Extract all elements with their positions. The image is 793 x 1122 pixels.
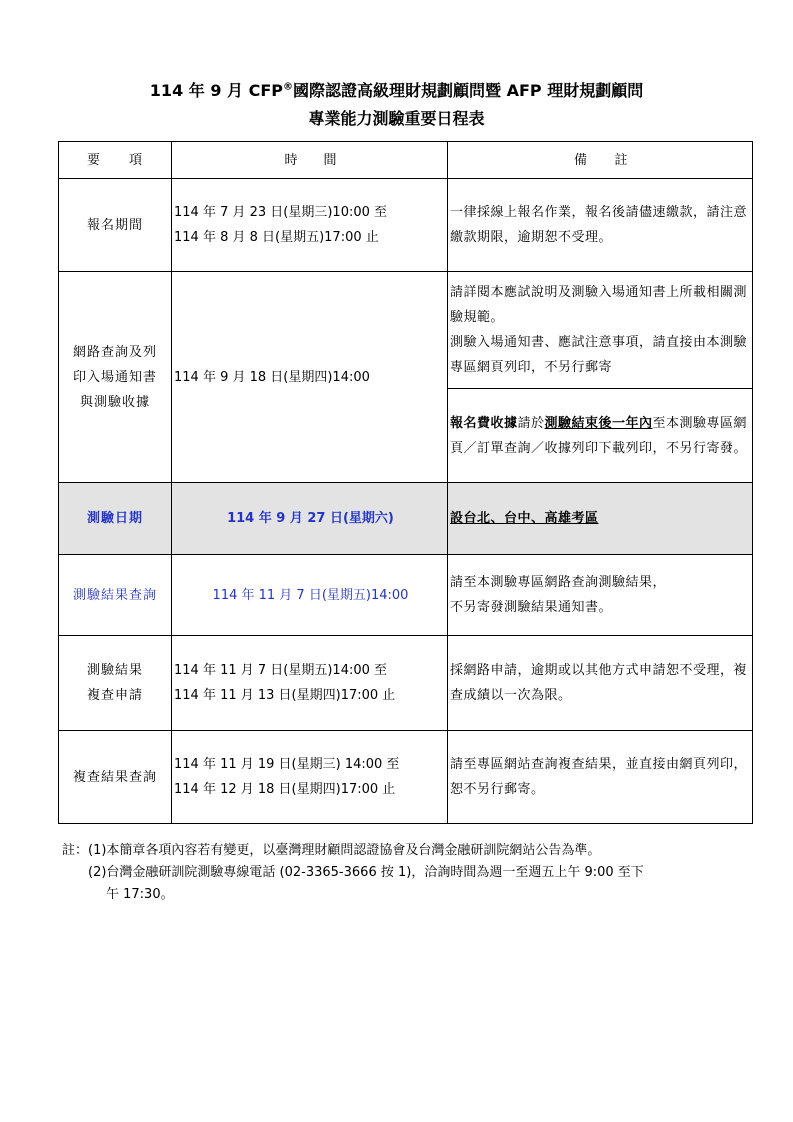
footnote-2: (2)台灣金融研訓院測驗專線電話 (02-3365-3666 按 1)，洽詢時間為週一至週五上午 9:00 至下 xyxy=(88,865,644,880)
item-cell: 測驗日期 xyxy=(59,483,172,555)
note-cell: 請至專區網站查詢複查結果，並直接由網頁列印，恕不另行郵寄。 xyxy=(448,731,753,824)
note-cell: 採網路申請，逾期或以其他方式申請恕不受理，複查成績以一次為限。 xyxy=(448,636,753,731)
item-cell: 測驗結果 複查申請 xyxy=(59,636,172,731)
table-row-review xyxy=(59,636,753,731)
item-cell: 網路查詢及列 印入場通知書 與測驗收據 xyxy=(59,272,172,483)
page-subtitle: 專業能力測驗重要日程表 xyxy=(308,109,485,128)
footnote-2-cont: 午 17:30。 xyxy=(106,887,174,902)
time-cell: 114 年 9 月 18 日(星期四)14:00 xyxy=(172,272,448,483)
table-header-row xyxy=(59,142,753,179)
time-cell: 114 年 9 月 27 日(星期六) xyxy=(172,483,448,555)
table-row-review-result xyxy=(59,731,753,824)
time-cell: 114 年 11 月 19 日(星期三) 14:00 至 114 年 12 月 18 日(星期四)17:00 止 xyxy=(172,731,448,824)
note-cell: 設台北、台中、高雄考區 xyxy=(448,483,753,555)
table-row-admission xyxy=(59,272,753,389)
item-cell: 測驗結果查詢 xyxy=(59,555,172,636)
header-item: 要 項 xyxy=(59,142,172,179)
page-title: 114 年 9 月 CFP®國際認證高級理財規劃顧問暨 AFP 理財規劃顧問 xyxy=(149,81,644,100)
note-cell: 請至本測驗專區網路查詢測驗結果， 不另寄發測驗結果通知書。 xyxy=(448,555,753,636)
time-cell: 114 年 11 月 7 日(星期五)14:00 xyxy=(172,555,448,636)
item-cell: 複查結果查詢 xyxy=(59,731,172,824)
footnote-1: 註：(1)本簡章各項內容若有變更，以臺灣理財顧問認證協會及台灣金融研訓院網站公告為準。 xyxy=(62,843,601,858)
time-cell: 114 年 11 月 7 日(星期五)14:00 至 114 年 11 月 13 日(星期四)17:00 止 xyxy=(172,636,448,731)
note-cell: 報名費收據請於測驗結束後一年內至本測驗專區網頁／訂單查詢／收據列印下載列印，不另行寄發。 xyxy=(448,389,753,483)
time-cell: 114 年 7 月 23 日(星期三)10:00 至 114 年 8 月 8 日(星期五)17:00 止 xyxy=(172,179,448,272)
header-time: 時 間 xyxy=(172,142,448,179)
schedule-table xyxy=(58,141,753,824)
footnotes xyxy=(62,840,644,906)
item-cell: 報名期間 xyxy=(59,179,172,272)
note-cell: 一律採線上報名作業，報名後請儘速繳款，請注意繳款期限，逾期恕不受理。 xyxy=(448,179,753,272)
note-cell: 請詳閱本應試說明及測驗入場通知書上所載相關測驗規範。 測驗入場通知書、應試注意事項，請直接由本測驗專區網頁列印，不另行郵寄 xyxy=(448,272,753,389)
registered-mark: ® xyxy=(283,81,294,93)
header-note: 備 註 xyxy=(448,142,753,179)
table-row-result xyxy=(59,555,753,636)
table-row-exam xyxy=(59,483,753,555)
table-row-registration xyxy=(59,179,753,272)
